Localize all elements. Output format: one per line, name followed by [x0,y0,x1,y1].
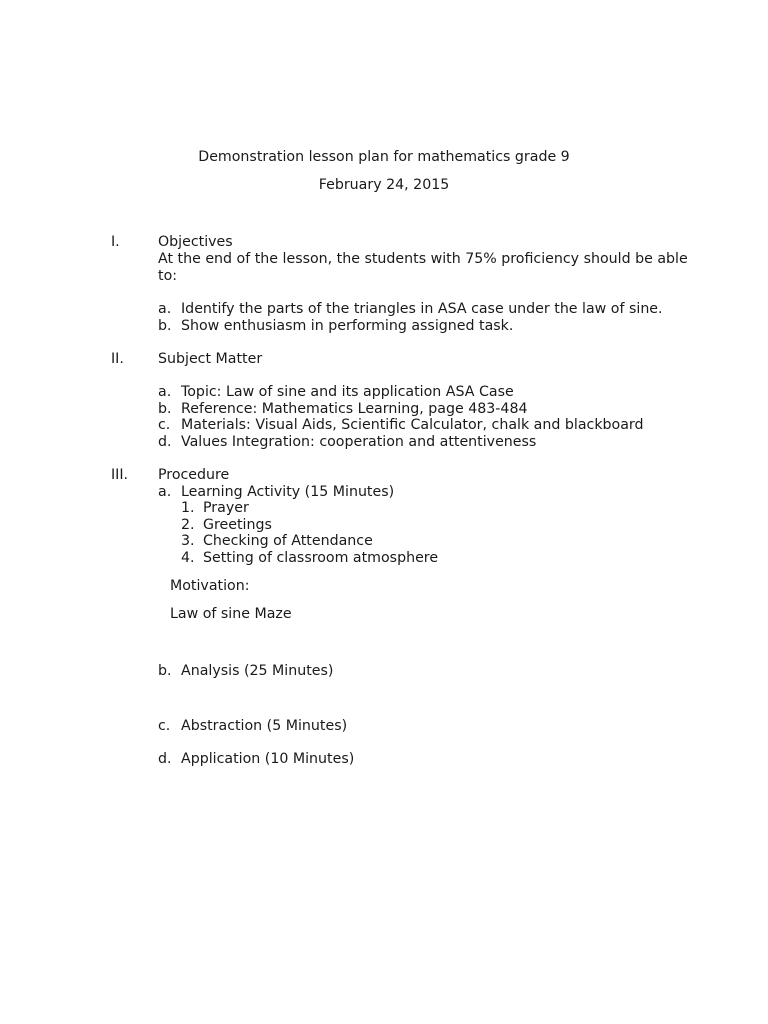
list-item-text: Analysis (25 Minutes) [181,663,334,679]
section-heading: Subject Matter [158,351,263,367]
section-numeral: II. [111,351,124,367]
section-heading: Procedure [158,467,230,483]
list-item-label: d. [158,434,172,450]
list-item-label: b. [158,663,172,679]
section-heading: Objectives [158,234,233,250]
list-item-text: Abstraction (5 Minutes) [181,718,348,734]
list-item-text: Reference: Mathematics Learning, page 483-484 [181,401,528,417]
document-date: February 24, 2015 [318,177,450,193]
list-item-label: a. [158,484,172,500]
document-title: Demonstration lesson plan for mathematics grade 9 [198,149,570,165]
list-item-text: Topic: Law of sine and its application ASA Case [181,384,514,400]
list-item-label: c. [158,417,171,433]
sub-list-item-text: Setting of classroom atmosphere [203,550,439,566]
sub-list-item-label: 3. [181,533,195,549]
objectives-intro-line1: At the end of the lesson, the students with 75% proficiency should be able [158,251,688,267]
list-item-text: Learning Activity (15 Minutes) [181,484,395,500]
section-numeral: I. [111,234,120,250]
list-item-text: Show enthusiasm in performing assigned task. [181,318,514,334]
sub-list-item-label: 1. [181,500,195,516]
sub-list-item-label: 2. [181,517,195,533]
objectives-intro-line2: to: [158,268,178,284]
sub-list-item-text: Greetings [203,517,272,533]
sub-list-item-text: Prayer [203,500,249,516]
list-item-text: Application (10 Minutes) [181,751,355,767]
list-item-text: Identify the parts of the triangles in ASA case under the law of sine. [181,301,663,317]
list-item-label: d. [158,751,172,767]
list-item-label: a. [158,384,172,400]
list-item-text: Materials: Visual Aids, Scientific Calculator, chalk and blackboard [181,417,644,433]
list-item-text: Values Integration: cooperation and attentiveness [181,434,537,450]
motivation-label: Motivation: [170,578,250,594]
list-item-label: b. [158,401,172,417]
motivation-text: Law of sine Maze [170,606,292,622]
list-item-label: a. [158,301,172,317]
section-numeral: III. [111,467,129,483]
sub-list-item-label: 4. [181,550,195,566]
list-item-label: c. [158,718,171,734]
list-item-label: b. [158,318,172,334]
sub-list-item-text: Checking of Attendance [203,533,373,549]
